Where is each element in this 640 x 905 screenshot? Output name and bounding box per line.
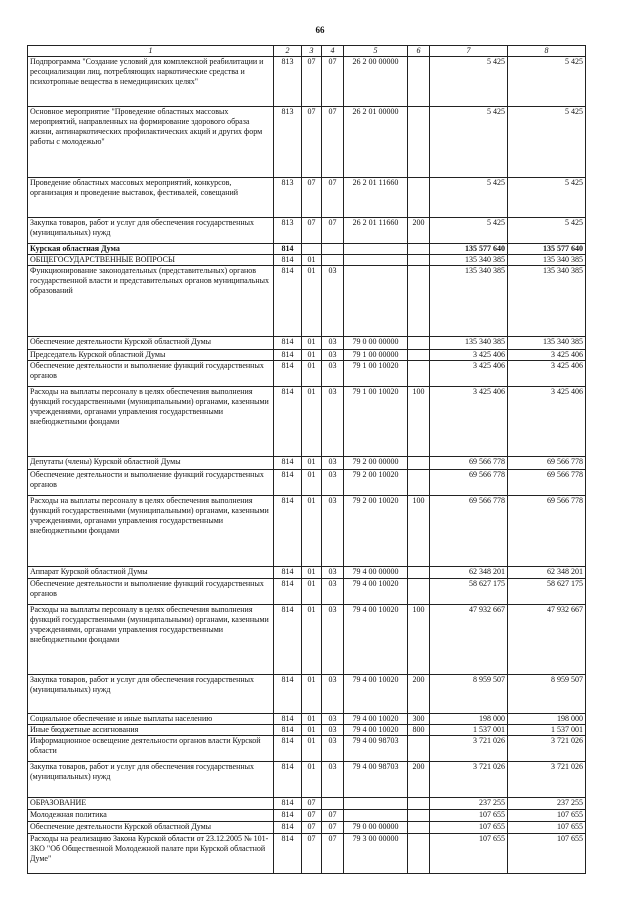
cell-name: Председатель Курской областной Думы [28,350,274,361]
table-row [28,57,586,107]
cell-sum-year-1: 198 000 [430,714,508,725]
table-row [28,810,586,822]
table-row [28,567,586,579]
cell-expense-type: 100 [408,496,430,567]
cell-section: 01 [302,255,322,266]
page-number: 66 [315,25,325,35]
cell-expense-type: 200 [408,218,430,244]
cell-section: 07 [302,107,322,178]
cell-sum-year-1: 3 721 026 [430,736,508,762]
cell-subsection: 03 [322,579,344,605]
table-row [28,675,586,714]
cell-name: Молодежная политика [28,810,274,822]
cell-name: Основное мероприятие "Проведение областных массовых мероприятий, направленных на формирование здорового образа жизни, антинаркотических профилактических акций и других форм работы с молодежью" [28,107,274,178]
cell-section: 01 [302,337,322,350]
cell-subsection: 03 [322,725,344,736]
table-row [28,244,586,255]
cell-expense-type: 800 [408,725,430,736]
cell-expense-type: 200 [408,762,430,798]
cell-name: Подпрограмма "Создание условий для комплексной реабилитации и ресоциализации лиц, потребляющих наркотические средства и психотропные вещества в немедицинских целях" [28,57,274,107]
cell-sum-year-2: 107 655 [508,810,586,822]
cell-subsection [322,244,344,255]
cell-section: 01 [302,714,322,725]
cell-grbs: 813 [274,218,302,244]
cell-expense-type [408,107,430,178]
cell-name: Закупка товаров, работ и услуг для обеспечения государственных (муниципальных) нужд [28,675,274,714]
cell-target-article: 79 3 00 00000 [344,834,408,874]
cell-section: 07 [302,810,322,822]
cell-subsection [322,798,344,810]
header-cell: 7 [430,46,508,57]
header-cell: 8 [508,46,586,57]
cell-name: Обеспечение деятельности и выполнение функций государственных органов [28,470,274,496]
cell-sum-year-1: 135 340 385 [430,266,508,337]
cell-sum-year-2: 135 577 640 [508,244,586,255]
cell-sum-year-2: 69 566 778 [508,470,586,496]
cell-grbs: 813 [274,178,302,218]
table-row [28,387,586,457]
cell-grbs: 814 [274,736,302,762]
cell-subsection: 03 [322,496,344,567]
table-row [28,834,586,874]
cell-grbs: 813 [274,57,302,107]
cell-sum-year-1: 47 932 667 [430,605,508,675]
cell-sum-year-1: 237 255 [430,798,508,810]
cell-sum-year-2: 47 932 667 [508,605,586,675]
table-row [28,255,586,266]
cell-section: 01 [302,350,322,361]
table-row [28,178,586,218]
cell-sum-year-1: 58 627 175 [430,579,508,605]
cell-target-article: 79 2 00 10020 [344,470,408,496]
table-row [28,798,586,810]
cell-name: Закупка товаров, работ и услуг для обеспечения государственных (муниципальных) нужд [28,218,274,244]
cell-target-article: 26 2 00 00000 [344,57,408,107]
cell-sum-year-2: 3 425 406 [508,387,586,457]
cell-section: 07 [302,798,322,810]
cell-expense-type [408,361,430,387]
cell-name: Обеспечение деятельности и выполнение функций государственных органов [28,361,274,387]
table-row [28,457,586,470]
header-cell: 4 [322,46,344,57]
cell-name: Информационное освещение деятельности органов власти Курской области [28,736,274,762]
header-cell: 3 [302,46,322,57]
cell-target-article: 79 4 00 10020 [344,579,408,605]
cell-subsection: 03 [322,361,344,387]
cell-grbs: 814 [274,714,302,725]
cell-sum-year-1: 3 425 406 [430,350,508,361]
cell-expense-type [408,457,430,470]
cell-subsection: 03 [322,470,344,496]
cell-sum-year-2: 237 255 [508,798,586,810]
cell-grbs: 814 [274,387,302,457]
cell-sum-year-1: 135 340 385 [430,337,508,350]
cell-grbs: 814 [274,762,302,798]
cell-subsection: 03 [322,675,344,714]
cell-expense-type [408,255,430,266]
cell-grbs: 814 [274,361,302,387]
cell-sum-year-2: 107 655 [508,834,586,874]
table-row [28,725,586,736]
cell-subsection: 07 [322,810,344,822]
cell-sum-year-1: 62 348 201 [430,567,508,579]
cell-expense-type [408,736,430,762]
cell-section: 01 [302,725,322,736]
cell-sum-year-1: 107 655 [430,822,508,834]
cell-sum-year-1: 3 425 406 [430,387,508,457]
cell-target-article: 79 4 00 98703 [344,762,408,798]
cell-grbs: 814 [274,337,302,350]
table-row [28,605,586,675]
cell-section: 07 [302,178,322,218]
header-cell: 2 [274,46,302,57]
cell-name: ОБЩЕГОСУДАРСТВЕННЫЕ ВОПРОСЫ [28,255,274,266]
cell-sum-year-1: 8 959 507 [430,675,508,714]
cell-section: 01 [302,567,322,579]
cell-grbs: 813 [274,107,302,178]
cell-expense-type [408,834,430,874]
table-row [28,107,586,178]
cell-section: 01 [302,470,322,496]
cell-name: Расходы на выплаты персоналу в целях обеспечения выполнения функций государственными (муниципальными) органами, казенными учреждениями, органами управления государственными внебюджетными фондами [28,496,274,567]
cell-target-article: 26 2 01 00000 [344,107,408,178]
cell-expense-type [408,244,430,255]
cell-sum-year-2: 1 537 001 [508,725,586,736]
cell-section: 01 [302,266,322,337]
cell-subsection: 03 [322,457,344,470]
cell-target-article [344,255,408,266]
cell-name: Иные бюджетные ассигнования [28,725,274,736]
cell-sum-year-2: 3 425 406 [508,361,586,387]
cell-sum-year-2: 107 655 [508,822,586,834]
cell-grbs: 814 [274,244,302,255]
table-row [28,218,586,244]
table-row [28,337,586,350]
cell-expense-type [408,178,430,218]
cell-target-article: 79 4 00 00000 [344,567,408,579]
cell-sum-year-2: 5 425 [508,107,586,178]
cell-expense-type: 200 [408,675,430,714]
cell-sum-year-1: 3 721 026 [430,762,508,798]
table-row [28,822,586,834]
cell-grbs: 814 [274,579,302,605]
cell-subsection: 07 [322,107,344,178]
cell-sum-year-1: 69 566 778 [430,470,508,496]
cell-target-article [344,798,408,810]
cell-subsection: 03 [322,736,344,762]
cell-sum-year-2: 5 425 [508,57,586,107]
cell-target-article: 79 0 00 00000 [344,337,408,350]
cell-section: 01 [302,762,322,798]
cell-target-article: 79 4 00 10020 [344,725,408,736]
header-cell: 6 [408,46,430,57]
table-row [28,361,586,387]
cell-target-article: 79 4 00 10020 [344,605,408,675]
header-cell: 1 [28,46,274,57]
cell-expense-type: 100 [408,605,430,675]
cell-grbs: 814 [274,605,302,675]
table-row [28,496,586,567]
cell-subsection: 03 [322,762,344,798]
cell-sum-year-2: 135 340 385 [508,337,586,350]
cell-subsection: 03 [322,350,344,361]
cell-sum-year-2: 8 959 507 [508,675,586,714]
cell-name: Обеспечение деятельности Курской областной Думы [28,822,274,834]
cell-expense-type [408,810,430,822]
header-cell: 5 [344,46,408,57]
cell-name: Расходы на реализацию Закона Курской области от 23.12.2005 № 101-ЗКО "Об Общественной Молодежной палате при Курской областной Думе" [28,834,274,874]
cell-subsection: 07 [322,822,344,834]
cell-subsection: 03 [322,337,344,350]
table-row [28,736,586,762]
cell-subsection: 07 [322,57,344,107]
cell-grbs: 814 [274,457,302,470]
cell-name: ОБРАЗОВАНИЕ [28,798,274,810]
cell-expense-type: 100 [408,387,430,457]
cell-section: 07 [302,57,322,107]
cell-target-article: 26 2 01 11660 [344,178,408,218]
cell-subsection: 07 [322,178,344,218]
cell-subsection: 03 [322,567,344,579]
cell-grbs: 814 [274,567,302,579]
cell-sum-year-1: 135 340 385 [430,255,508,266]
cell-sum-year-2: 5 425 [508,178,586,218]
cell-subsection: 03 [322,605,344,675]
cell-grbs: 814 [274,350,302,361]
cell-expense-type [408,266,430,337]
table-row [28,266,586,337]
cell-grbs: 814 [274,470,302,496]
cell-name: Депутаты (члены) Курской областной Думы [28,457,274,470]
cell-target-article: 79 4 00 10020 [344,675,408,714]
cell-expense-type [408,579,430,605]
cell-name: Курская областная Дума [28,244,274,255]
cell-target-article: 26 2 01 11660 [344,218,408,244]
cell-subsection: 03 [322,387,344,457]
cell-section: 07 [302,822,322,834]
cell-sum-year-2: 58 627 175 [508,579,586,605]
cell-grbs: 814 [274,725,302,736]
cell-sum-year-2: 135 340 385 [508,255,586,266]
cell-target-article [344,810,408,822]
cell-expense-type [408,470,430,496]
cell-name: Социальное обеспечение и иные выплаты населению [28,714,274,725]
cell-section [302,244,322,255]
cell-sum-year-1: 5 425 [430,178,508,218]
cell-grbs: 814 [274,266,302,337]
cell-grbs: 814 [274,255,302,266]
table-row [28,762,586,798]
cell-target-article [344,266,408,337]
table-header-row [28,46,586,57]
cell-sum-year-2: 69 566 778 [508,457,586,470]
cell-expense-type [408,350,430,361]
cell-grbs: 814 [274,496,302,567]
table-row [28,714,586,725]
cell-name: Обеспечение деятельности Курской областной Думы [28,337,274,350]
cell-sum-year-1: 3 425 406 [430,361,508,387]
cell-sum-year-2: 198 000 [508,714,586,725]
cell-grbs: 814 [274,810,302,822]
cell-sum-year-1: 135 577 640 [430,244,508,255]
cell-grbs: 814 [274,798,302,810]
cell-sum-year-2: 3 721 026 [508,736,586,762]
cell-name: Расходы на выплаты персоналу в целях обеспечения выполнения функций государственными (муниципальными) органами, казенными учреждениями, органами управления государственными внебюджетными фондами [28,387,274,457]
cell-expense-type [408,57,430,107]
cell-subsection [322,255,344,266]
cell-target-article: 79 1 00 00000 [344,350,408,361]
cell-target-article: 79 1 00 10020 [344,387,408,457]
cell-sum-year-1: 69 566 778 [430,457,508,470]
cell-section: 01 [302,457,322,470]
cell-target-article: 79 4 00 10020 [344,714,408,725]
cell-name: Аппарат Курской областной Думы [28,567,274,579]
cell-section: 01 [302,387,322,457]
budget-table [27,45,586,874]
cell-target-article: 79 4 00 98703 [344,736,408,762]
cell-sum-year-1: 1 537 001 [430,725,508,736]
cell-target-article: 79 2 00 00000 [344,457,408,470]
cell-expense-type [408,337,430,350]
cell-sum-year-2: 62 348 201 [508,567,586,579]
cell-grbs: 814 [274,675,302,714]
cell-sum-year-2: 69 566 778 [508,496,586,567]
table-row [28,350,586,361]
cell-target-article: 79 1 00 10020 [344,361,408,387]
cell-section: 01 [302,675,322,714]
cell-name: Обеспечение деятельности и выполнение функций государственных органов [28,579,274,605]
cell-target-article: 79 2 00 10020 [344,496,408,567]
cell-name: Проведение областных массовых мероприятий, конкурсов, организация и проведение выставок, фестивалей, совещаний [28,178,274,218]
cell-sum-year-2: 5 425 [508,218,586,244]
cell-sum-year-1: 107 655 [430,834,508,874]
cell-expense-type [408,822,430,834]
cell-expense-type: 300 [408,714,430,725]
cell-subsection: 03 [322,266,344,337]
cell-target-article [344,244,408,255]
cell-sum-year-1: 107 655 [430,810,508,822]
cell-sum-year-1: 69 566 778 [430,496,508,567]
cell-section: 01 [302,605,322,675]
cell-section: 01 [302,736,322,762]
cell-subsection: 07 [322,218,344,244]
cell-section: 07 [302,218,322,244]
cell-expense-type [408,567,430,579]
cell-sum-year-2: 3 721 026 [508,762,586,798]
cell-subsection: 03 [322,714,344,725]
cell-expense-type [408,798,430,810]
cell-section: 01 [302,361,322,387]
cell-grbs: 814 [274,834,302,874]
cell-sum-year-2: 3 425 406 [508,350,586,361]
cell-name: Расходы на выплаты персоналу в целях обеспечения выполнения функций государственными (муниципальными) органами, казенными учреждениями, органами управления государственными внебюджетными фондами [28,605,274,675]
cell-sum-year-2: 135 340 385 [508,266,586,337]
cell-grbs: 814 [274,822,302,834]
cell-sum-year-1: 5 425 [430,218,508,244]
cell-subsection: 07 [322,834,344,874]
cell-sum-year-1: 5 425 [430,107,508,178]
cell-sum-year-1: 5 425 [430,57,508,107]
cell-section: 01 [302,579,322,605]
cell-name: Закупка товаров, работ и услуг для обеспечения государственных (муниципальных) нужд [28,762,274,798]
table-row [28,579,586,605]
cell-target-article: 79 0 00 00000 [344,822,408,834]
cell-name: Функционирование законодательных (представительных) органов государственной власти и представительных органов муниципальных образований [28,266,274,337]
cell-section: 07 [302,834,322,874]
table-row [28,470,586,496]
cell-section: 01 [302,496,322,567]
